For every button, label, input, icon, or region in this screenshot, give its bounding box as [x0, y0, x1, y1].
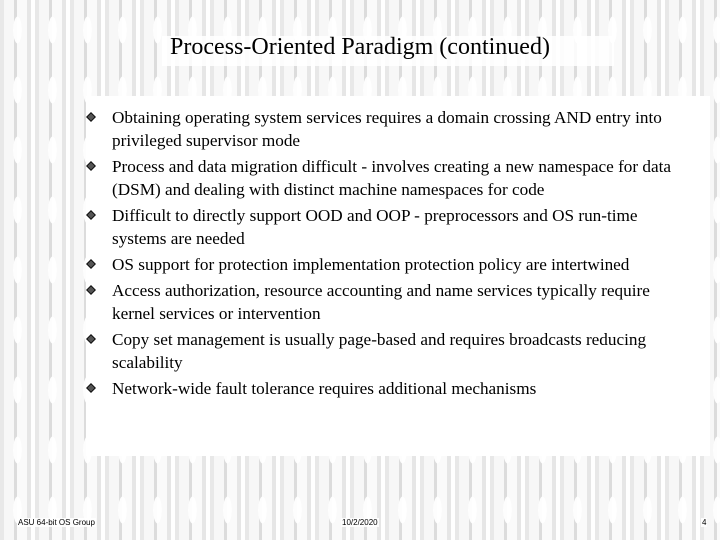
bullet-item: [86, 328, 696, 374]
bullet-text: Difficult to directly support OOD and OOP - preprocessors and OS run-time systems are needed: [112, 206, 638, 248]
diamond-bullet-icon: [86, 210, 96, 220]
diamond-bullet-icon: [86, 285, 96, 295]
bullet-text: Network-wide fault tolerance requires additional mechanisms: [112, 379, 537, 398]
diamond-bullet-icon: [86, 112, 96, 122]
diamond-bullet-icon: [86, 383, 96, 393]
bullet-text: Access authorization, resource accounting and name services typically require kernel services or intervention: [112, 281, 650, 323]
bullet-item: [86, 279, 696, 325]
bullet-text: Process and data migration difficult - involves creating a new namespace for data (DSM) and dealing with distinct machine namespaces for code: [112, 157, 672, 199]
bullet-text: OS support for protection implementation protection policy are intertwined: [112, 255, 630, 274]
bullet-item: [86, 204, 696, 250]
bullet-text: Obtaining operating system services requires a domain crossing AND entry into privileged supervisor mode: [112, 108, 662, 150]
bullet-item: [86, 106, 696, 152]
bullet-item: [86, 377, 696, 400]
diamond-bullet-icon: [86, 259, 96, 269]
bullet-item: [86, 253, 696, 276]
footer-date: 10/2/2020: [342, 518, 378, 527]
bullet-item: [86, 155, 696, 201]
diamond-bullet-icon: [86, 334, 96, 344]
bullet-text: Copy set management is usually page-based and requires broadcasts reducing scalability: [112, 330, 647, 372]
slide-title: Process-Oriented Paradigm (continued): [170, 34, 550, 60]
bullet-list: [86, 106, 696, 403]
footer-page-number: 4: [702, 518, 707, 527]
footer-organization: ASU 64-bit OS Group: [18, 518, 95, 527]
diamond-bullet-icon: [86, 161, 96, 171]
